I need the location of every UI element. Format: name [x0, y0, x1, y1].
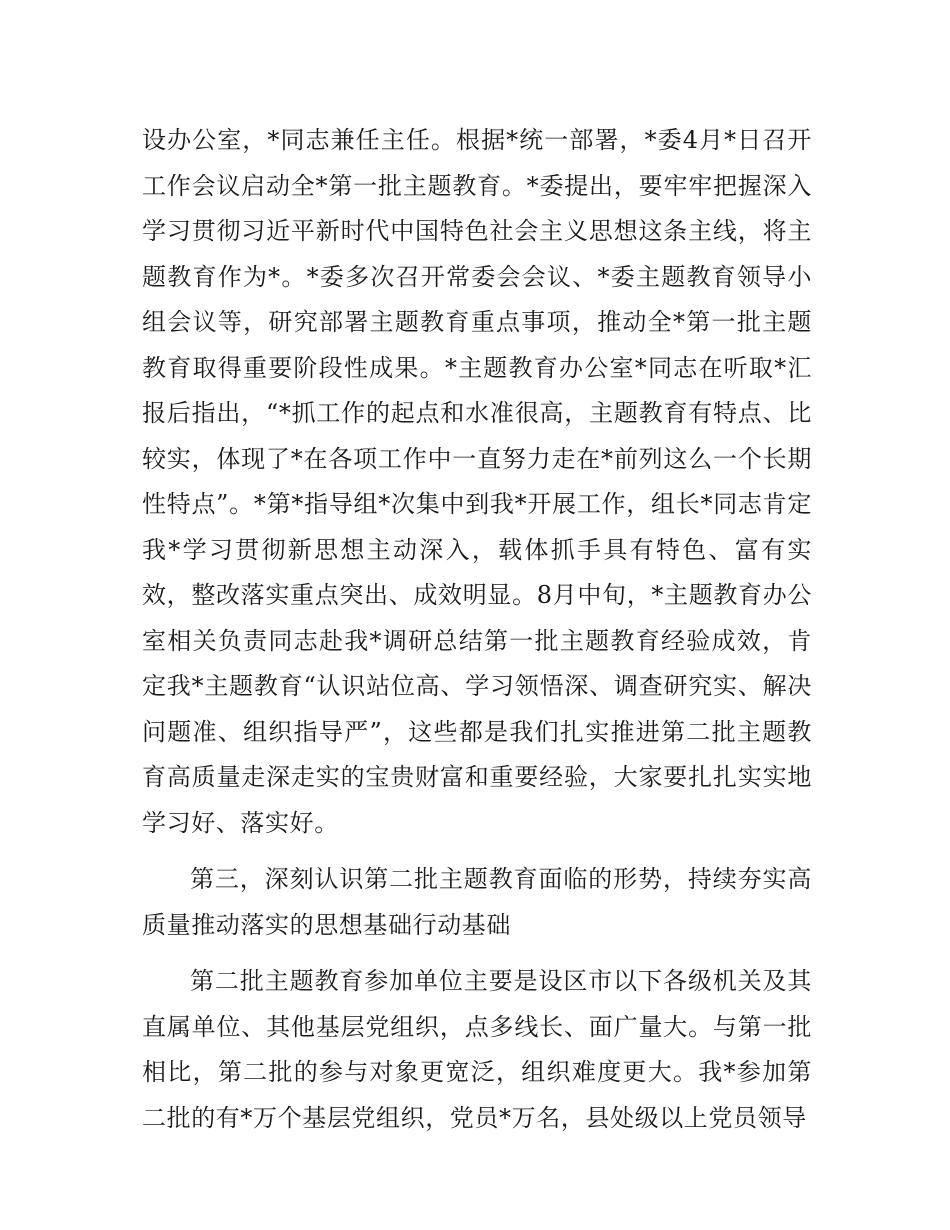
- section-heading-third: 第三，深刻认识第二批主题教育面临的形势，持续夯实高质量推动落实的思想基础行动基础: [142, 865, 812, 939]
- paragraph-second-batch: 第二批主题教育参加单位主要是设区市以下各级机关及其直属单位、其他基层党组织，点多线长、面广量大。与第一批相比，第二批的参与对象更宽泛，组织难度更大。我*参加第二批的有*万个基层党组织，党员*万名，县处级以上党员领导: [142, 967, 812, 1132]
- body-text: [142, 118, 812, 1141]
- paragraph-continuation: 设办公室，*同志兼任主任。根据*统一部署，*委4月*日召开工作会议启动全*第一批主题教育。*委提出，要牢牢把握深入学习贯彻习近平新时代中国特色社会主义思想这条主线，将主题教育作为*。*委多次召开常委会会议、*委主题教育领导小组会议等，研究部署主题教育重点事项，推动全*第一批主题教育取得重要阶段性成果。*主题教育办公室*同志在听取*汇报后指出，“*抓工作的起点和水准很高，主题教育有特点、比较实，体现了*在各项工作中一直努力走在*前列这么一个长期性特点”。*第*指导组*次集中到我*开展工作，组长*同志肯定我*学习贯彻新思想主动深入，载体抓手具有特色、富有实效，整改落实重点突出、成效明显。8月中旬，*主题教育办公室相关负责同志赴我*调研总结第一批主题教育经验成效，肯定我*主题教育“认识站位高、学习领悟深、调查研究实、解决问题准、组织指导严”，这些都是我们扎实推进第二批主题教育高质量走深走实的宝贵财富和重要经验，大家要扎扎实实地学习好、落实好。: [142, 126, 812, 837]
